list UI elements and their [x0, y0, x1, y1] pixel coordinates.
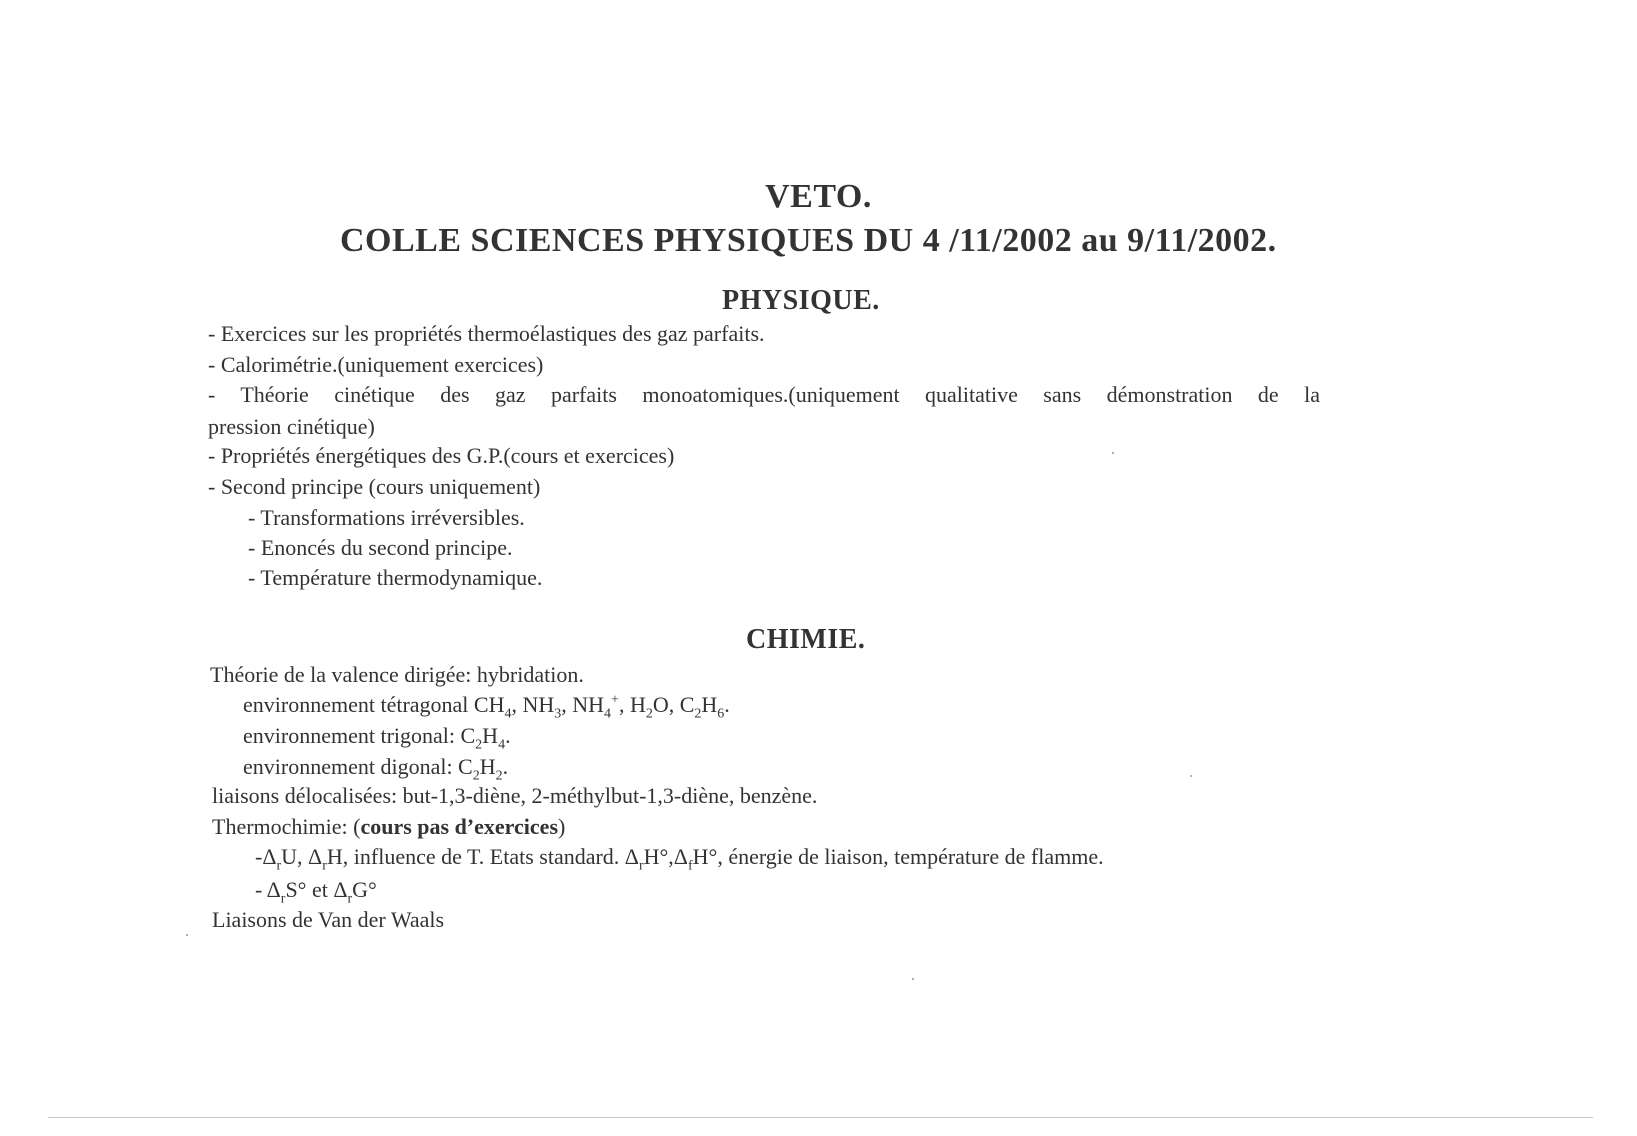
chimie-thermo-detail: - $\Delta_rS^\circ$ et $\Delta_rG^\circ$	[255, 877, 377, 907]
chimie-line: liaisons délocalisées: but-1,3-diène, 2-méthylbut-1,3-diène, benzène.	[212, 783, 818, 808]
physique-subitem: - Enoncés du second principe.	[248, 535, 513, 560]
physique-subitem: - Température thermodynamique.	[248, 565, 543, 590]
chimie-env-trigonal: environnement trigonal: $C_2H_4$.	[243, 723, 511, 753]
physique-item: - Propriétés énergétiques des G.P.(cours et exercices)	[208, 443, 675, 468]
chimie-env-digonal: environnement digonal: $C_2H_2$.	[243, 754, 509, 784]
chimie-env-tetragonal: environnement tétragonal $CH_4$, $NH_3$, $NH_4^+$, $H_2O$, $C_2H_6$.	[243, 692, 730, 722]
chimie-line: Théorie de la valence dirigée: hybridation.	[210, 662, 584, 687]
physique-item: - Théorie cinétique des gaz parfaits monoatomiques.(uniquement qualitative sans démonstration de la	[208, 382, 1320, 407]
physique-subitem: - Transformations irréversibles.	[248, 505, 525, 530]
scan-speck	[1190, 775, 1192, 777]
physique-item: - Exercices sur les propriétés thermoélastiques des gaz parfaits.	[208, 321, 765, 346]
physique-item: - Second principe (cours uniquement)	[208, 474, 541, 499]
scan-speck	[186, 934, 188, 936]
physique-item-continuation: pression cinétique)	[208, 414, 375, 439]
document-subtitle: COLLE SCIENCES PHYSIQUES DU 4 /11/2002 au 9/11/2002.	[340, 222, 1277, 259]
physique-heading: PHYSIQUE.	[722, 285, 880, 316]
bottom-edge-line	[48, 1117, 1593, 1118]
physique-item: - Calorimétrie.(uniquement exercices)	[208, 352, 544, 377]
chimie-thermochimie: Thermochimie: (cours pas d’exercices)	[212, 814, 566, 839]
scan-speck	[1112, 452, 1114, 454]
chimie-thermo-detail: $-\Delta_rU$, $\Delta_rH$, influence de T. Etats standard. $\Delta_rH^\circ,\Delta_fH^\circ$, énergie de liaison, température de flamme.	[255, 844, 1104, 874]
chimie-line: Liaisons de Van der Waals	[212, 907, 445, 932]
scan-speck	[912, 978, 914, 980]
document-title: VETO.	[765, 178, 872, 215]
chimie-heading: CHIMIE.	[746, 624, 866, 655]
